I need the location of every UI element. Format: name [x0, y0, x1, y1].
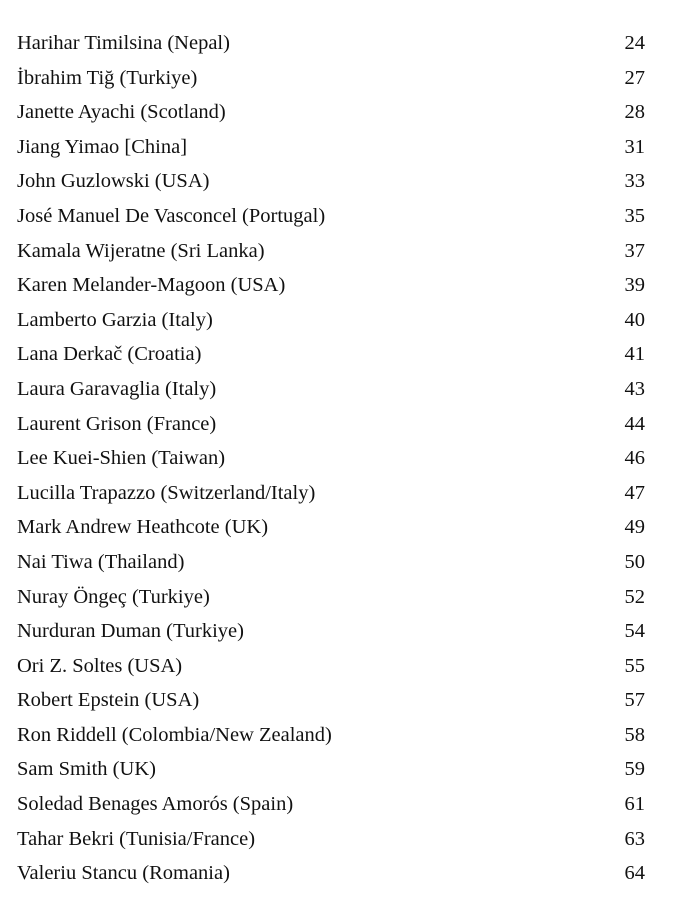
- page-number: 59: [624, 758, 645, 781]
- contributor-name: José Manuel De Vasconcel (Portugal): [17, 204, 326, 227]
- contributor-name: Ron Riddell (Colombia/New Zealand): [17, 723, 332, 746]
- toc-entry: [17, 199, 645, 234]
- toc-entry: [17, 787, 645, 822]
- contributor-name: Sam Smith (UK): [17, 758, 156, 781]
- page-number: 50: [624, 550, 645, 573]
- toc-entry: [17, 580, 645, 615]
- page-number: 46: [624, 447, 645, 470]
- toc-entry: [17, 61, 645, 96]
- toc-entry: [17, 476, 645, 511]
- page-number: 47: [624, 481, 645, 504]
- page-number: 33: [624, 170, 645, 193]
- toc-entry: [17, 164, 645, 199]
- toc-entry: [17, 822, 645, 857]
- contributor-name: Jiang Yimao [China]: [17, 135, 188, 158]
- page-number: 49: [624, 516, 645, 539]
- contributor-name: Nuray Öngeç (Turkiye): [17, 585, 210, 608]
- toc-entry: [17, 95, 645, 130]
- toc-entry: [17, 856, 645, 891]
- contributor-name: Lamberto Garzia (Italy): [17, 308, 213, 331]
- table-of-contents: [17, 26, 645, 891]
- toc-entry: [17, 510, 645, 545]
- contributor-name: İbrahim Tiğ (Turkiye): [17, 66, 198, 89]
- contributor-name: Tahar Bekri (Tunisia/France): [17, 827, 256, 850]
- contributor-name: Nai Tiwa (Thailand): [17, 550, 185, 573]
- contributor-name: Ori Z. Soltes (USA): [17, 654, 183, 677]
- page-number: 31: [624, 135, 645, 158]
- page-number: 39: [624, 274, 645, 297]
- contributor-name: Valeriu Stancu (Romania): [17, 862, 230, 885]
- contributor-name: Lana Derkač (Croatia): [17, 343, 202, 366]
- page-number: 35: [624, 204, 645, 227]
- page-number: 43: [624, 377, 645, 400]
- page-number: 52: [624, 585, 645, 608]
- contributor-name: Karen Melander-Magoon (USA): [17, 274, 286, 297]
- contributor-name: Robert Epstein (USA): [17, 689, 200, 712]
- page-number: 55: [624, 654, 645, 677]
- contributor-name: Nurduran Duman (Turkiye): [17, 620, 244, 643]
- page-number: 24: [624, 32, 645, 54]
- toc-entry: [17, 545, 645, 580]
- page-number: 40: [624, 308, 645, 331]
- page-number: 63: [624, 827, 645, 850]
- toc-entry: [17, 303, 645, 338]
- contributor-name: Laurent Grison (France): [17, 412, 217, 435]
- toc-entry: [17, 752, 645, 787]
- toc-entry: [17, 683, 645, 718]
- contributor-name: Mark Andrew Heathcote (UK): [17, 516, 269, 539]
- toc-entry: [17, 130, 645, 165]
- page-number: 28: [624, 101, 645, 124]
- toc-entry: [17, 441, 645, 476]
- contributor-name: Soledad Benages Amorós (Spain): [17, 793, 294, 816]
- page-number: 44: [624, 412, 645, 435]
- toc-entry: [17, 649, 645, 684]
- toc-entry: [17, 234, 645, 269]
- contributor-name: Lee Kuei-Shien (Taiwan): [17, 447, 226, 470]
- contributor-name: Harihar Timilsina (Nepal): [17, 32, 230, 54]
- contributor-name: Laura Garavaglia (Italy): [17, 377, 217, 400]
- page-number: 58: [624, 723, 645, 746]
- toc-entry: [17, 26, 645, 61]
- page-number: 64: [624, 862, 645, 885]
- page-number: 54: [624, 620, 645, 643]
- page-number: 57: [624, 689, 645, 712]
- contributor-name: Janette Ayachi (Scotland): [17, 101, 226, 124]
- toc-entry: [17, 407, 645, 442]
- toc-entry: [17, 718, 645, 753]
- page-number: 37: [624, 239, 645, 262]
- contributor-name: Lucilla Trapazzo (Switzerland/Italy): [17, 481, 316, 504]
- page-number: 61: [624, 793, 645, 816]
- page-number: 41: [624, 343, 645, 366]
- contributor-name: John Guzlowski (USA): [17, 170, 210, 193]
- page-number: 27: [624, 66, 645, 89]
- toc-entry: [17, 337, 645, 372]
- toc-entry: [17, 268, 645, 303]
- toc-entry: [17, 372, 645, 407]
- contributor-name: Kamala Wijeratne (Sri Lanka): [17, 239, 265, 262]
- toc-entry: [17, 614, 645, 649]
